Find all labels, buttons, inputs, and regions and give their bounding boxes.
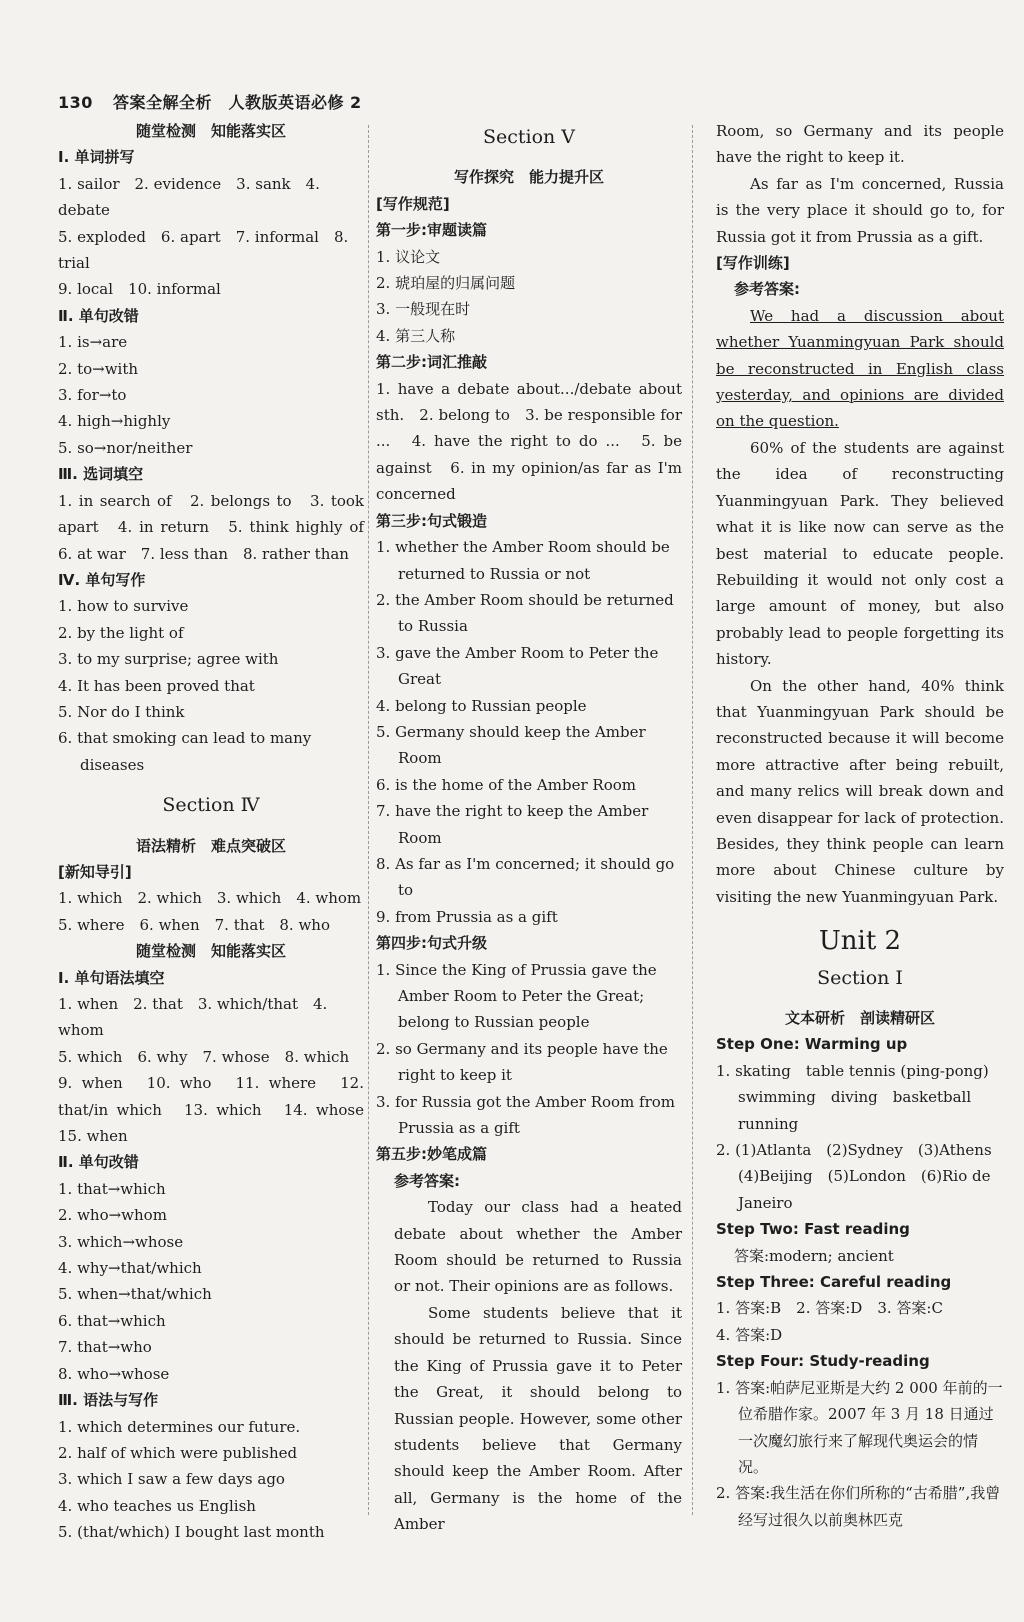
list-item: 2. half of which were published	[58, 1443, 298, 1462]
subheading: Ⅰ. 单词拼写	[58, 148, 135, 167]
list-item: 2. who→whom	[58, 1206, 167, 1225]
list-item: 8. As far as I'm concerned; it should go to	[376, 854, 675, 900]
list-item: 1. which determines our future.	[58, 1417, 301, 1436]
paragraph: We had a discussion about whether Yuanmingyuan Park should be reconstructed in English class yesterday, and opinions are divided on the question.	[716, 306, 1004, 431]
list-item: 4. It has been proved that	[58, 676, 255, 695]
reference-answer-label: 参考答案:	[734, 280, 800, 299]
list-item: 4. belong to Russian people	[376, 696, 587, 715]
column-middle	[376, 118, 682, 1538]
list-item: 5. Nor do I think	[58, 702, 185, 721]
list-item: 6. that→which	[58, 1311, 166, 1330]
step-heading: 第二步:词汇推敲	[376, 353, 487, 372]
list-item: 1. 答案:帕萨尼亚斯是大约 2 000 年前的一位希腊作家。2007 年 3 月 18 日通过一次魔幻旅行来了解现代奥运会的情况。	[716, 1378, 1003, 1476]
list-item: 1. 议论文	[376, 247, 441, 266]
list-item: 5. which 6. why 7. whose 8. which	[58, 1047, 350, 1066]
list-item: 1. is→are	[58, 333, 128, 352]
section-title: Section Ⅰ	[817, 966, 903, 989]
list-item: 2. 琥珀屋的归属问题	[376, 274, 516, 293]
paragraph: 60% of the students are against the idea of reconstructing Yuanmingyuan Park. They believed what it is like now can serve as the best material to educate people. Rebuilding it would not only cost a large amount of money, but also probably lead to people forgetting its history.	[716, 438, 1004, 669]
list-item: 3. to my surprise; agree with	[58, 650, 279, 669]
list-item: 3. which I saw a few days ago	[58, 1470, 285, 1489]
step-heading: 第一步:审题读篇	[376, 221, 487, 240]
header-title: 答案全解全析 人教版英语必修 2	[112, 93, 362, 112]
paragraph: On the other hand, 40% think that Yuanmingyuan Park should be reconstructed because it will become more attractive after being rebuilt, and many relics will break down and even disappear for lack of protection. Besides, they think people can learn more about Chinese culture by visiting the new Yuanmingyuan Park.	[716, 676, 1004, 906]
subheading: Ⅱ. 单句改错	[58, 1153, 139, 1172]
subheading: [新知导引]	[58, 862, 132, 881]
list-item: 2. (1)Atlanta (2)Sydney (3)Athens (4)Beijing (5)London (6)Rio de Janeiro	[716, 1141, 1007, 1212]
column-left	[58, 118, 380, 1546]
list-item: 1. that→which	[58, 1179, 166, 1198]
list-item: 1. skating table tennis (ping-pong) swimming diving basketball running	[716, 1061, 1004, 1133]
subheading: Ⅱ. 单句改错	[58, 306, 139, 325]
list-item: 4. why→that/which	[58, 1259, 202, 1278]
paragraph: Room, so Germany and its people have the right to keep it.	[716, 122, 1004, 167]
list-item: 6. that smoking can lead to many diseases	[58, 729, 312, 774]
paragraph: As far as I'm concerned, Russia is the very place it should go to, for Russia got it from Prussia as a gift.	[716, 174, 1004, 246]
list-item: 答案:modern; ancient	[734, 1246, 894, 1265]
step-heading: Step Four: Study-reading	[716, 1352, 930, 1371]
step-heading: 第五步:妙笔成篇	[376, 1145, 487, 1164]
list-item: 2. the Amber Room should be returned to Russia	[376, 590, 674, 636]
subheading: Ⅳ. 单句写作	[58, 570, 146, 589]
column-right	[716, 118, 1007, 1533]
list-item: 9. from Prussia as a gift	[376, 907, 558, 926]
list-item: 1. in search of 2. belongs to 3. took apart 4. in return 5. think highly of 6. at war 7. less than 8. rather than	[58, 491, 380, 563]
column-divider	[692, 125, 693, 1515]
paragraph: Some students believe that it should be returned to Russia. Since the King of Prussia gave it to Peter the Great, it should belong to Russian people. However, some other students believe that Germany should keep the Amber Room. After all, Germany is the home of the Amber	[394, 1303, 682, 1534]
subheading: [写作训练]	[716, 254, 790, 273]
list-item: 2. by the light of	[58, 623, 184, 642]
list-item: 9. when 10. who 11. where 12. that/in which 13. which 14. whose 15. when	[58, 1074, 380, 1146]
list-item: 5. so→nor/neither	[58, 438, 193, 457]
list-item: 1. whether the Amber Room should be returned to Russia or not	[376, 538, 670, 583]
list-item: 1. which 2. which 3. which 4. whom	[58, 889, 362, 908]
list-item: 1. how to survive	[58, 597, 189, 616]
section-heading: 随堂检测 知能落实区	[135, 942, 286, 961]
list-item: 5. where 6. when 7. that 8. who	[58, 915, 330, 934]
page-header	[58, 90, 362, 113]
list-item: 3. which→whose	[58, 1232, 184, 1251]
list-item: 9. local 10. informal	[58, 280, 221, 299]
section-heading: 文本研析 剖读精研区	[784, 1009, 935, 1027]
list-item: 1. have a debate about.../debate about sth. 2. belong to 3. be responsible for ... 4. have the right to do ... 5. be against 6. in my opinion/as far as I'm concerned	[376, 379, 682, 504]
section-title: Section Ⅳ	[162, 794, 260, 817]
list-item: 3. 一般现在时	[376, 300, 471, 319]
list-item: 4. high→highly	[58, 412, 171, 431]
list-item: 4. who teaches us English	[58, 1496, 256, 1515]
list-item: 5. (that/which) I bought last month	[58, 1523, 325, 1542]
step-heading: Step One: Warming up	[716, 1035, 908, 1054]
list-item: 5. Germany should keep the Amber Room	[376, 722, 646, 768]
list-item: 8. who→whose	[58, 1364, 170, 1383]
step-heading: Step Two: Fast reading	[716, 1220, 910, 1239]
list	[58, 593, 364, 778]
list	[58, 329, 364, 461]
page-number: 130	[58, 93, 93, 112]
list-item: 3. for Russia got the Amber Room from Prussia as a gift	[376, 1092, 676, 1138]
section-heading: 随堂检测 知能落实区	[135, 122, 286, 140]
list-item: 7. that→who	[58, 1338, 152, 1357]
column-divider	[368, 125, 369, 1515]
list-item: 7. have the right to keep the Amber Room	[376, 802, 649, 847]
list-item: 2. to→with	[58, 359, 139, 378]
list-item: 3. for→to	[58, 386, 127, 405]
section-title: Section Ⅴ	[482, 126, 576, 148]
list-item: 3. gave the Amber Room to Peter the Great	[376, 643, 659, 689]
list-item: 5. exploded 6. apart 7. informal 8. trial	[58, 227, 349, 273]
subheading: [写作规范]	[376, 194, 450, 213]
step-heading: 第三步:句式锻造	[376, 511, 487, 530]
list-item: 5. when→that/which	[58, 1285, 212, 1304]
unit-title: Unit 2	[818, 926, 902, 957]
list-item: 6. is the home of the Amber Room	[376, 775, 636, 794]
section-heading: 写作探究 能力提升区	[453, 168, 604, 187]
list-item: 1. 答案:B 2. 答案:D 3. 答案:C	[716, 1299, 943, 1318]
step-heading: 第四步:句式升级	[376, 934, 487, 953]
subheading: Ⅲ. 语法与写作	[58, 1391, 159, 1410]
list-item: 1. Since the King of Prussia gave the Amber Room to Peter the Great; belong to Russian people	[376, 960, 657, 1032]
subheading: Ⅰ. 单句语法填空	[58, 968, 165, 987]
list	[58, 171, 364, 303]
section-heading: 语法精析 难点突破区	[135, 836, 286, 855]
list-item: 2. so Germany and its people have the right to keep it	[376, 1039, 668, 1085]
list-item: 1. sailor 2. evidence 3. sank 4. debate	[58, 174, 320, 220]
list-item: 2. 答案:我生活在你们所称的“古希腊”,我曾经写过很久以前奥林匹克	[716, 1484, 1001, 1529]
paragraph: Today our class had a heated debate about whether the Amber Room should be returned to Russia or not. Their opinions are as follows.	[394, 1198, 682, 1296]
step-heading: Step Three: Careful reading	[716, 1273, 952, 1292]
reference-answer-label: 参考答案:	[394, 1171, 460, 1190]
list-item: 4. 第三人称	[376, 326, 456, 345]
list-item: 4. 答案:D	[716, 1325, 783, 1344]
subheading: Ⅲ. 选词填空	[58, 465, 144, 484]
list-item: 1. when 2. that 3. which/that 4. whom	[58, 995, 328, 1040]
